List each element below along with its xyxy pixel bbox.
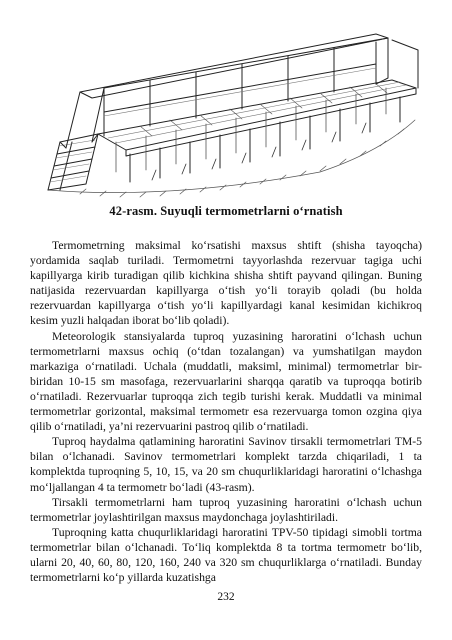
paragraph: Tuproq haydalma qatlamining haroratini Savinov tirsakli termometrlari TM-5 bilan o‘lchanadi. Savinov termometrlari komplekt tarzda chiqariladi, 1 ta komplektda tuproqning 5, 10, 15, va 20 sm chuqurliklaridagi haroratini o‘lchashga mo‘ljallangan 4 ta termometr bo‘ladi (43-rasm). <box>30 435 422 494</box>
walkway-illustration <box>20 22 432 202</box>
steps <box>48 88 104 190</box>
paragraph: Meteorologik stansiyalarda tuproq yuzasining haroratini o‘lchash uchun termometrlarni maxsus ochiq (o‘tdan tozalangan) va yumshatilgan maydon markaziga o‘rnatiladi. Uchala (muddatli, maksiml, minimal) termometrlar bir-biridan 10-15 sm masofaga, rezervuarlarini sharqqa qaratib va tuproqqa botirib o‘rnatiladi. Rezervuarlar tuproqqa zich tegib turishi kerak. Muddatli va minimal termometrlar gorizontal, maksimal termometr esa rezervuarga tomon ozgina qiya qilib o‘rnatiladi, ya’ni rezervuarini pastroq qilib o‘rnatiladi. <box>30 329 422 434</box>
figure-caption: 42-rasm. Suyuqli termometrlarni o‘rnatish <box>109 204 343 218</box>
page-number: 232 <box>217 591 235 603</box>
paragraph: Termometrning maksimal ko‘rsatishi maxsus shtift (shisha tayoqcha) yordamida saqlab turiladi. Termometrni tayyorlashda rezervuar tagiga uchi kapillyarga kirib turadigan qilib kichkina shisha shtift payvand qilingan. Buning natijasida rezervuardan kapillyarga o‘tish yo‘li torayib qoladi (bu holda rezervuardan kapillyarga o‘tish yo‘li kapillyardagi kanal kesimidan kichikroq kesim yuzli halqadan iborat bo‘lib qoladi). <box>30 239 422 328</box>
paragraph: Tirsakli termometrlarni ham tuproq yuzasining haroratini o‘lchash uchun termometrlar joylashtirilgan maxsus maydonchaga joylashtiriladi. <box>30 495 422 524</box>
soil-mound <box>48 120 415 197</box>
body-text <box>30 238 422 585</box>
paragraph: Tuproqning katta chuqurliklaridagi haroratini TPV-50 tipidagi simobli tortma termometrlar bilan o‘lchanadi. To‘liq komplektda 8 ta tortma termometr bo‘lib, ularni 20, 40, 60, 80, 120, 160, 240 va 320 sm chuqurliklarga o‘rnatiladi. Bunday termometrlarni ko‘p yillarda kuzatishga <box>30 525 422 585</box>
thermometer-markers <box>152 123 366 180</box>
